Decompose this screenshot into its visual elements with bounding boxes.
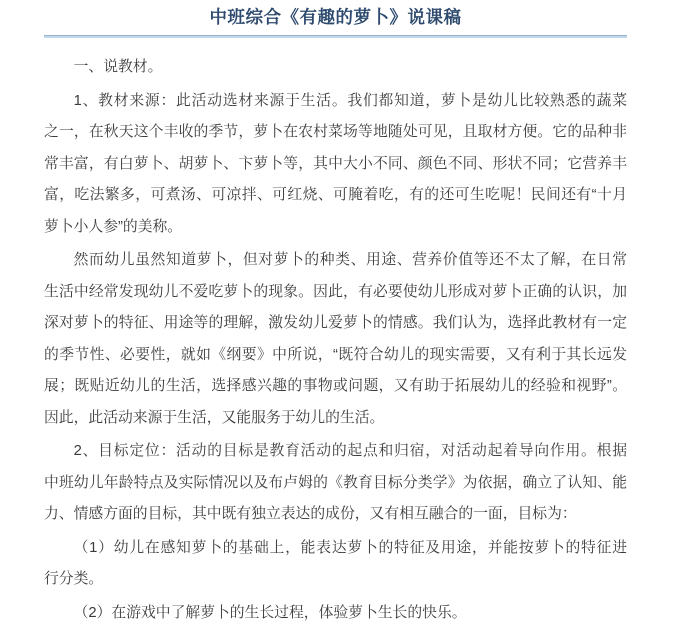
text-line: （1）幼儿在感知萝卜的基础上，能表达萝卜的特征及用途，并能按萝卜的特征进 xyxy=(44,533,627,565)
text-line: 行分类。 xyxy=(44,564,627,596)
text-line: （2）在游戏中了解萝卜的生长过程，体验萝卜生长的快乐。 xyxy=(44,598,627,629)
text-line: 1、教材来源：此活动选材来源于生活。我们都知道，萝卜是幼儿比较熟悉的蔬菜 xyxy=(44,86,627,118)
para-4-goal-1 xyxy=(44,533,627,596)
document-body xyxy=(44,52,627,629)
text-line: 然而幼儿虽然知道萝卜，但对萝卜的种类、用途、营养价值等还不太了解，在日常 xyxy=(44,245,627,277)
text-line: 力、情感方面的目标，其中既有独立表达的成份，又有相互融合的一面，目标为： xyxy=(44,499,627,531)
text-line: 一、说教材。 xyxy=(44,52,627,84)
text-line: 因此，此活动来源于生活，又能服务于幼儿的生活。 xyxy=(44,403,627,435)
text-line: 展；既贴近幼儿的生活，选择感兴趣的事物或问题，又有助于拓展幼儿的经验和视野”。 xyxy=(44,371,627,403)
text-line: 之一，在秋天这个丰收的季节，萝卜在农村菜场等地随处可见，且取材方便。它的品种非 xyxy=(44,117,627,149)
para-1-jiaocai-laiyuan xyxy=(44,86,627,244)
text-line: 富，吃法繁多，可煮汤、可凉拌、可红烧、可腌着吃，有的还可生吃呢！民间还有“十月 xyxy=(44,180,627,212)
para-5-goal-2 xyxy=(44,598,627,629)
section-heading-shuo-jiaocai xyxy=(44,52,627,84)
page-title: 中班综合《有趣的萝卜》说课稿 xyxy=(44,6,627,28)
para-3-mubiao-dingwei xyxy=(44,436,627,531)
text-line: 萝卜小人参”的美称。 xyxy=(44,212,627,244)
text-line: 的季节性、必要性，就如《纲要》中所说，“既符合幼儿的现实需要，又有利于其长远发 xyxy=(44,340,627,372)
title-divider-rule xyxy=(44,35,627,38)
text-line: 生活中经常发现幼儿不爱吃萝卜的现象。因此，有必要使幼儿形成对萝卜正确的认识，加 xyxy=(44,277,627,309)
para-2-youer-xianzhuang xyxy=(44,245,627,434)
text-line: 中班幼儿年龄特点及实际情况以及布卢姆的《教育目标分类学》为依据，确立了认知、能 xyxy=(44,468,627,500)
text-line: 深对萝卜的特征、用途等的理解，激发幼儿爱萝卜的情感。我们认为，选择此教材有一定 xyxy=(44,308,627,340)
text-line: 常丰富，有白萝卜、胡萝卜、卞萝卜等，其中大小不同、颜色不同、形状不同；它营养丰 xyxy=(44,149,627,181)
text-line: 2、目标定位：活动的目标是教育活动的起点和归宿，对活动起着导向作用。根据 xyxy=(44,436,627,468)
